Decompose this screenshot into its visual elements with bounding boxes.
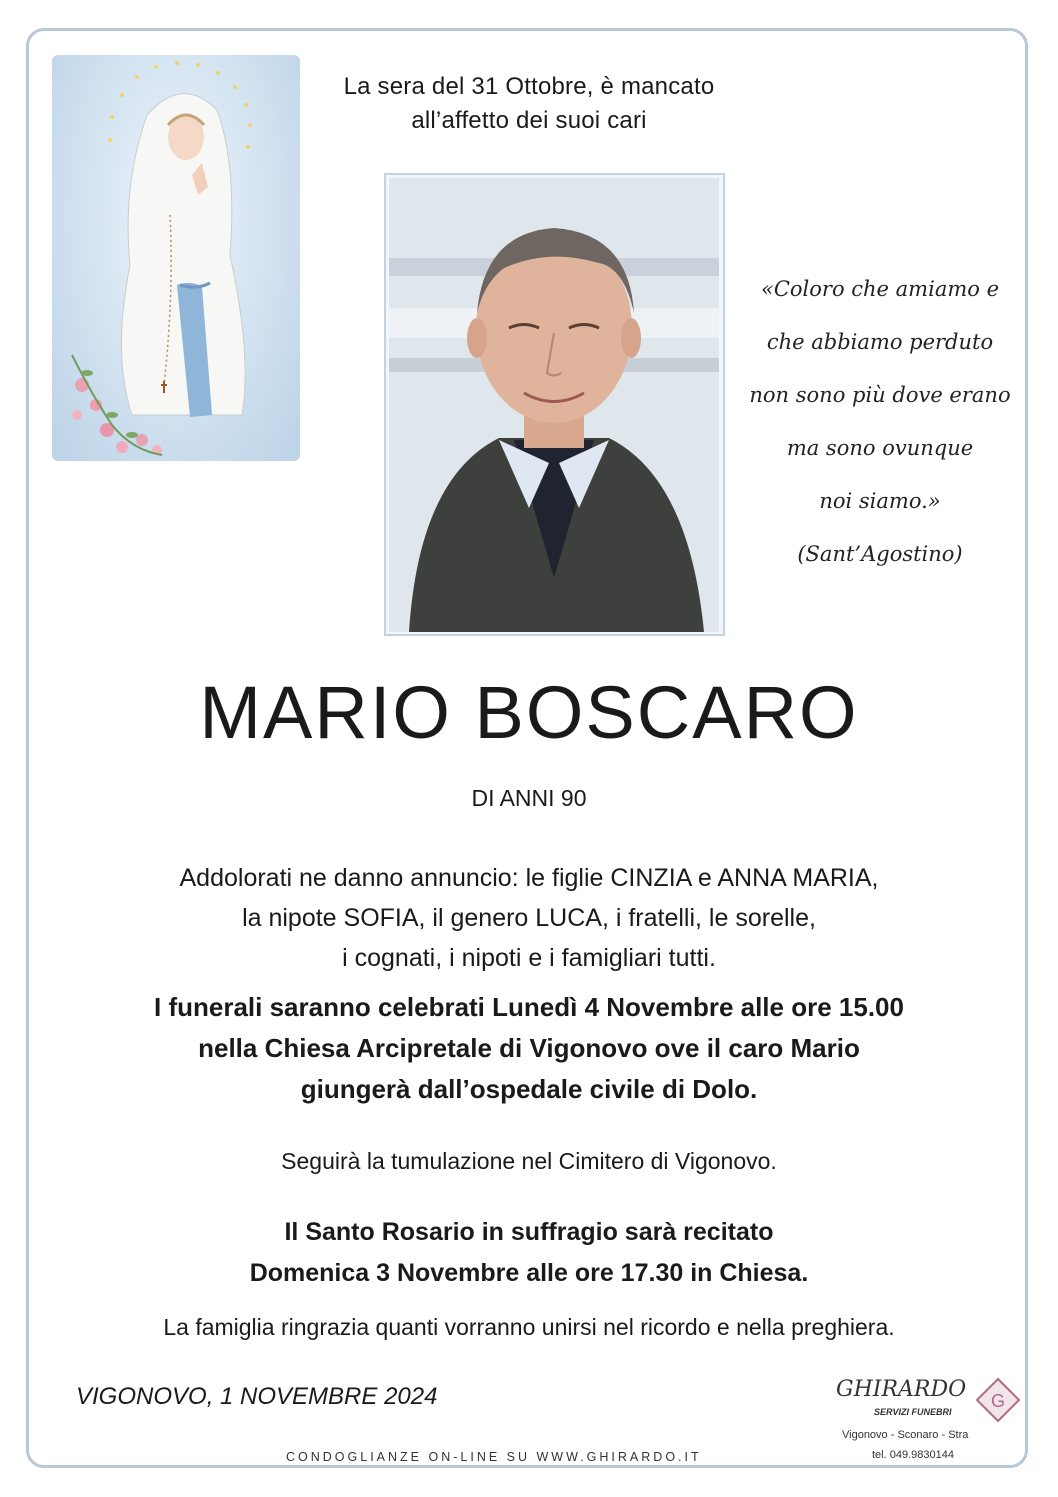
- quote-line: non sono più dove erano: [749, 383, 1011, 407]
- portrait-photo: [389, 178, 719, 632]
- agency-phone: tel. 049.9830144: [872, 1449, 954, 1461]
- agency-monogram: G: [990, 1391, 1006, 1411]
- agency-tagline: SERVIZI FUNEBRI: [874, 1407, 952, 1417]
- quote-block: [740, 263, 1020, 581]
- quote-line: ma sono ovunque: [786, 436, 974, 460]
- announcement-line: i cognati, i nipoti e i famigliari tutti.: [342, 944, 716, 972]
- quote-line: che abbiamo perduto: [766, 330, 994, 354]
- burial-info: Seguirà la tumulazione nel Cimitero di Vigonovo.: [281, 1148, 777, 1174]
- agency-name: GHIRARDO: [836, 1377, 967, 1402]
- quote-line: «Coloro che amiamo e: [761, 277, 999, 301]
- intro-line: La sera del 31 Ottobre, è mancato: [343, 73, 715, 100]
- funeral-info: [0, 987, 1058, 1110]
- family-thanks: La famiglia ringrazia quanti vorranno unirsi nel ricordo e nella preghiera.: [163, 1314, 895, 1340]
- funeral-line: giungerà dall’ospedale civile di Dolo.: [300, 1074, 758, 1104]
- rosary-line: Il Santo Rosario in suffragio sarà recitato: [284, 1218, 774, 1246]
- intro-text: [0, 70, 1058, 138]
- agency-monogram-icon: [975, 1377, 1021, 1423]
- rosary-info: [0, 1212, 1058, 1294]
- agency-places: Vigonovo - Sconaro - Stra: [842, 1429, 969, 1441]
- quote-line: noi siamo.»: [819, 489, 941, 513]
- condolences-link[interactable]: CONDOGLIANZE ON-LINE SU WWW.GHIRARDO.IT: [286, 1450, 702, 1464]
- rosary-line: Domenica 3 Novembre alle ore 17.30 in Chiesa.: [249, 1259, 809, 1287]
- funeral-line: nella Chiesa Arcipretale di Vigonovo ove il caro Mario: [198, 1033, 860, 1063]
- announcement-line: Addolorati ne danno annuncio: le figlie CINZIA e ANNA MARIA,: [179, 864, 879, 892]
- place-date: VIGONOVO, 1 NOVEMBRE 2024: [76, 1383, 438, 1410]
- quote-author: (Sant’Agostino): [797, 542, 963, 566]
- agency-logo: [830, 1375, 1030, 1465]
- deceased-age: DI ANNI 90: [471, 785, 587, 811]
- announcement-text: [0, 858, 1058, 978]
- funeral-line: I funerali saranno celebrati Lunedì 4 Novembre alle ore 15.00: [154, 992, 904, 1022]
- deceased-name: MARIO BOSCARO: [199, 671, 859, 754]
- announcement-line: la nipote SOFIA, il genero LUCA, i fratelli, le sorelle,: [242, 904, 816, 932]
- intro-line: all’affetto dei suoi cari: [411, 107, 647, 134]
